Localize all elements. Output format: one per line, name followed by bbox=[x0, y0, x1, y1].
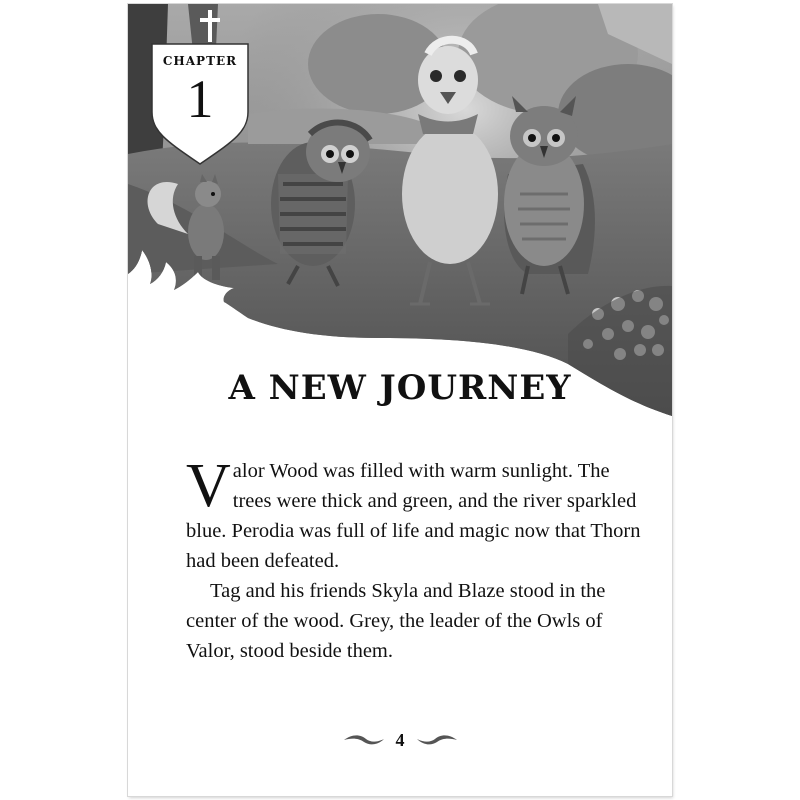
chapter-illustration bbox=[128, 4, 672, 424]
page-number: 4 bbox=[395, 729, 405, 750]
swirl-ornament-right-icon bbox=[415, 733, 459, 747]
paragraph-1 bbox=[186, 452, 648, 576]
chapter-text bbox=[186, 452, 648, 666]
chapter-label: CHAPTER bbox=[162, 54, 238, 68]
chapter-number: 1 bbox=[186, 69, 214, 129]
paragraph-2: Tag and his friends Skyla and Blaze stood in the center of the wood. Grey, the leader of the Owls of Valor, stood beside them. bbox=[186, 580, 606, 662]
paragraph-1-text: alor Wood was filled with warm sunlight. The trees were thick and green, and the river sparkled blue. Perodia was full of life and magic now that Thorn had been defeated. bbox=[186, 460, 641, 572]
chapter-title: A NEW JOURNEY bbox=[228, 368, 572, 408]
book-page bbox=[128, 4, 672, 796]
drop-cap: V bbox=[186, 452, 231, 520]
swirl-ornament-left-icon bbox=[342, 733, 386, 747]
page-footer bbox=[128, 728, 672, 752]
